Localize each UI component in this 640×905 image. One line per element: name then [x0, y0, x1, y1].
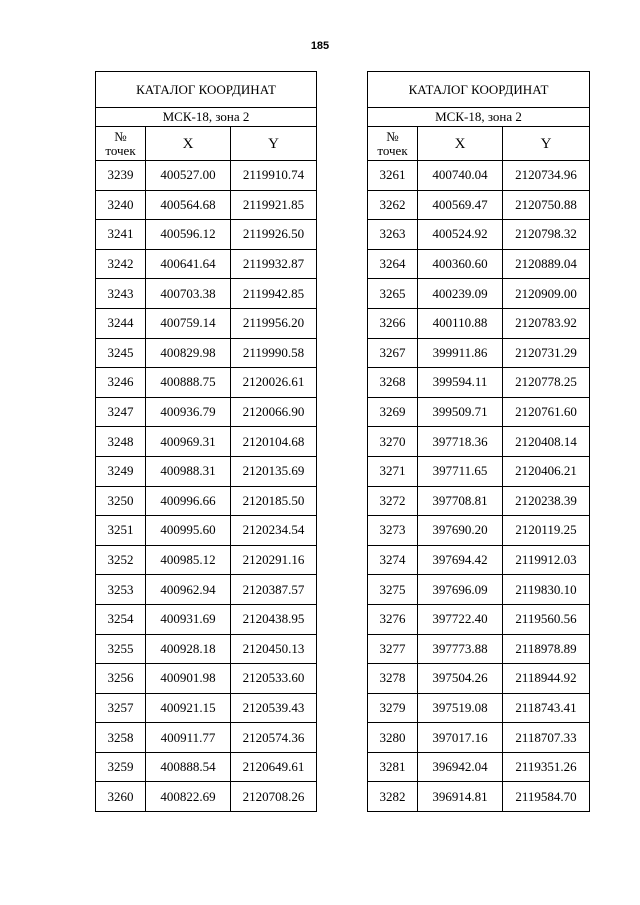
table-row [96, 693, 317, 723]
cell-x: 397708.81 [418, 486, 503, 516]
cell-x: 400596.12 [146, 220, 231, 250]
cell-y: 2120450.13 [231, 634, 317, 664]
cell-point-number: 3272 [368, 486, 418, 516]
cell-x: 400901.98 [146, 664, 231, 694]
cell-x: 400239.09 [418, 279, 503, 309]
cell-x: 396914.81 [418, 782, 503, 812]
cell-point-number: 3266 [368, 308, 418, 338]
cell-point-number: 3262 [368, 190, 418, 220]
cell-y: 2120066.90 [231, 397, 317, 427]
table-row [96, 308, 317, 338]
cell-point-number: 3276 [368, 604, 418, 634]
cell-point-number: 3257 [96, 693, 146, 723]
catalog-body [368, 161, 590, 812]
cell-point-number: 3264 [368, 249, 418, 279]
cell-point-number: 3251 [96, 516, 146, 546]
cell-x: 400524.92 [418, 220, 503, 250]
cell-x: 400985.12 [146, 545, 231, 575]
cell-x: 399594.11 [418, 368, 503, 398]
cell-x: 400759.14 [146, 308, 231, 338]
cell-x: 400527.00 [146, 161, 231, 191]
cell-y: 2120438.95 [231, 604, 317, 634]
table-row [368, 249, 590, 279]
cell-x: 400936.79 [146, 397, 231, 427]
cell-y: 2119584.70 [503, 782, 590, 812]
catalog-subtitle: МСК-18, зона 2 [368, 108, 590, 127]
cell-y: 2120026.61 [231, 368, 317, 398]
column-header-x: X [146, 127, 231, 161]
cell-y: 2120185.50 [231, 486, 317, 516]
cell-y: 2119560.56 [503, 604, 590, 634]
cell-x: 400740.04 [418, 161, 503, 191]
cell-x: 400928.18 [146, 634, 231, 664]
cell-x: 400641.64 [146, 249, 231, 279]
cell-y: 2120574.36 [231, 723, 317, 753]
cell-point-number: 3271 [368, 456, 418, 486]
catalog-title: КАТАЛОГ КООРДИНАТ [96, 72, 317, 108]
cell-x: 400996.66 [146, 486, 231, 516]
cell-y: 2120649.61 [231, 752, 317, 782]
cell-point-number: 3270 [368, 427, 418, 457]
cell-x: 397519.08 [418, 693, 503, 723]
cell-point-number: 3282 [368, 782, 418, 812]
cell-y: 2120406.21 [503, 456, 590, 486]
table-row [96, 664, 317, 694]
cell-point-number: 3244 [96, 308, 146, 338]
table-row [96, 782, 317, 812]
cell-point-number: 3250 [96, 486, 146, 516]
table-row [368, 516, 590, 546]
cell-x: 400888.75 [146, 368, 231, 398]
cell-x: 399509.71 [418, 397, 503, 427]
table-row [96, 338, 317, 368]
table-row [96, 604, 317, 634]
coordinate-catalog-left [95, 71, 317, 812]
cell-x: 397773.88 [418, 634, 503, 664]
cell-y: 2120889.04 [503, 249, 590, 279]
cell-point-number: 3273 [368, 516, 418, 546]
cell-point-number: 3260 [96, 782, 146, 812]
cell-y: 2118707.33 [503, 723, 590, 753]
cell-y: 2120750.88 [503, 190, 590, 220]
cell-x: 400988.31 [146, 456, 231, 486]
cell-point-number: 3274 [368, 545, 418, 575]
table-row [368, 161, 590, 191]
cell-y: 2120708.26 [231, 782, 317, 812]
cell-y: 2119932.87 [231, 249, 317, 279]
cell-y: 2119956.20 [231, 308, 317, 338]
cell-x: 400969.31 [146, 427, 231, 457]
cell-point-number: 3256 [96, 664, 146, 694]
cell-point-number: 3241 [96, 220, 146, 250]
cell-point-number: 3243 [96, 279, 146, 309]
cell-x: 397722.40 [418, 604, 503, 634]
cell-point-number: 3267 [368, 338, 418, 368]
cell-point-number: 3265 [368, 279, 418, 309]
cell-point-number: 3253 [96, 575, 146, 605]
column-header-y: Y [231, 127, 317, 161]
cell-point-number: 3281 [368, 752, 418, 782]
column-header-y: Y [503, 127, 590, 161]
cell-x: 397017.16 [418, 723, 503, 753]
table-row [368, 456, 590, 486]
table-row [368, 338, 590, 368]
cell-x: 397711.65 [418, 456, 503, 486]
cell-x: 400921.15 [146, 693, 231, 723]
table-row [368, 190, 590, 220]
cell-y: 2120291.16 [231, 545, 317, 575]
cell-x: 397690.20 [418, 516, 503, 546]
cell-point-number: 3247 [96, 397, 146, 427]
table-row [96, 752, 317, 782]
page-number: 185 [310, 40, 330, 52]
table-row [368, 575, 590, 605]
cell-point-number: 3268 [368, 368, 418, 398]
cell-y: 2120761.60 [503, 397, 590, 427]
table-row [96, 516, 317, 546]
cell-y: 2120533.60 [231, 664, 317, 694]
table-row [368, 279, 590, 309]
cell-point-number: 3280 [368, 723, 418, 753]
cell-point-number: 3275 [368, 575, 418, 605]
cell-point-number: 3252 [96, 545, 146, 575]
cell-x: 400110.88 [418, 308, 503, 338]
table-row [96, 220, 317, 250]
table-row [96, 368, 317, 398]
cell-point-number: 3269 [368, 397, 418, 427]
column-header-point-number [368, 127, 418, 161]
cell-point-number: 3279 [368, 693, 418, 723]
table-row [96, 249, 317, 279]
cell-x: 400703.38 [146, 279, 231, 309]
table-row [368, 397, 590, 427]
table-row [96, 634, 317, 664]
cell-y: 2120731.29 [503, 338, 590, 368]
cell-y: 2120909.00 [503, 279, 590, 309]
cell-y: 2118978.89 [503, 634, 590, 664]
cell-y: 2119942.85 [231, 279, 317, 309]
table-row [368, 545, 590, 575]
table-row [368, 486, 590, 516]
cell-point-number: 3255 [96, 634, 146, 664]
cell-x: 397696.09 [418, 575, 503, 605]
table-row [96, 723, 317, 753]
column-header-x: X [418, 127, 503, 161]
cell-point-number: 3248 [96, 427, 146, 457]
table-row [96, 190, 317, 220]
cell-x: 400360.60 [418, 249, 503, 279]
cell-y: 2120408.14 [503, 427, 590, 457]
cell-y: 2119912.03 [503, 545, 590, 575]
cell-y: 2120135.69 [231, 456, 317, 486]
cell-x: 400911.77 [146, 723, 231, 753]
table-row [368, 723, 590, 753]
cell-y: 2119921.85 [231, 190, 317, 220]
cell-y: 2120104.68 [231, 427, 317, 457]
cell-point-number: 3240 [96, 190, 146, 220]
column-header-number-sign: № [114, 128, 127, 144]
cell-x: 397694.42 [418, 545, 503, 575]
table-row [368, 634, 590, 664]
cell-y: 2120734.96 [503, 161, 590, 191]
cell-y: 2119926.50 [231, 220, 317, 250]
cell-y: 2120539.43 [231, 693, 317, 723]
cell-y: 2120387.57 [231, 575, 317, 605]
catalog-body [96, 161, 317, 812]
column-header-point-number [96, 127, 146, 161]
cell-point-number: 3239 [96, 161, 146, 191]
cell-x: 400829.98 [146, 338, 231, 368]
cell-x: 400569.47 [418, 190, 503, 220]
cell-y: 2119351.26 [503, 752, 590, 782]
column-header-points-word: точек [377, 142, 408, 158]
table-row [368, 220, 590, 250]
table-row [96, 279, 317, 309]
table-row [368, 752, 590, 782]
table-row [368, 427, 590, 457]
catalog-title: КАТАЛОГ КООРДИНАТ [368, 72, 590, 108]
table-row [368, 308, 590, 338]
cell-y: 2118944.92 [503, 664, 590, 694]
cell-y: 2120119.25 [503, 516, 590, 546]
cell-point-number: 3242 [96, 249, 146, 279]
cell-point-number: 3259 [96, 752, 146, 782]
cell-y: 2120783.92 [503, 308, 590, 338]
cell-y: 2120778.25 [503, 368, 590, 398]
catalog-subtitle: МСК-18, зона 2 [96, 108, 317, 127]
cell-y: 2118743.41 [503, 693, 590, 723]
cell-point-number: 3261 [368, 161, 418, 191]
cell-x: 397504.26 [418, 664, 503, 694]
cell-y: 2119910.74 [231, 161, 317, 191]
cell-point-number: 3263 [368, 220, 418, 250]
table-row [368, 782, 590, 812]
table-row [368, 604, 590, 634]
table-row [96, 427, 317, 457]
cell-x: 400995.60 [146, 516, 231, 546]
cell-x: 400822.69 [146, 782, 231, 812]
cell-x: 400931.69 [146, 604, 231, 634]
cell-x: 400888.54 [146, 752, 231, 782]
cell-y: 2120234.54 [231, 516, 317, 546]
table-row [96, 575, 317, 605]
cell-x: 400962.94 [146, 575, 231, 605]
cell-x: 397718.36 [418, 427, 503, 457]
cell-point-number: 3245 [96, 338, 146, 368]
cell-point-number: 3249 [96, 456, 146, 486]
table-row [96, 456, 317, 486]
cell-y: 2120798.32 [503, 220, 590, 250]
cell-point-number: 3258 [96, 723, 146, 753]
cell-x: 399911.86 [418, 338, 503, 368]
table-row [96, 161, 317, 191]
cell-y: 2120238.39 [503, 486, 590, 516]
column-header-points-word: точек [105, 142, 136, 158]
table-row [368, 368, 590, 398]
cell-y: 2119990.58 [231, 338, 317, 368]
table-row [96, 545, 317, 575]
cell-point-number: 3278 [368, 664, 418, 694]
cell-point-number: 3246 [96, 368, 146, 398]
cell-point-number: 3254 [96, 604, 146, 634]
table-row [368, 664, 590, 694]
column-header-number-sign: № [386, 128, 399, 144]
table-row [368, 693, 590, 723]
coordinate-catalog-right [367, 71, 590, 812]
cell-point-number: 3277 [368, 634, 418, 664]
cell-x: 400564.68 [146, 190, 231, 220]
cell-x: 396942.04 [418, 752, 503, 782]
cell-y: 2119830.10 [503, 575, 590, 605]
table-row [96, 397, 317, 427]
table-row [96, 486, 317, 516]
